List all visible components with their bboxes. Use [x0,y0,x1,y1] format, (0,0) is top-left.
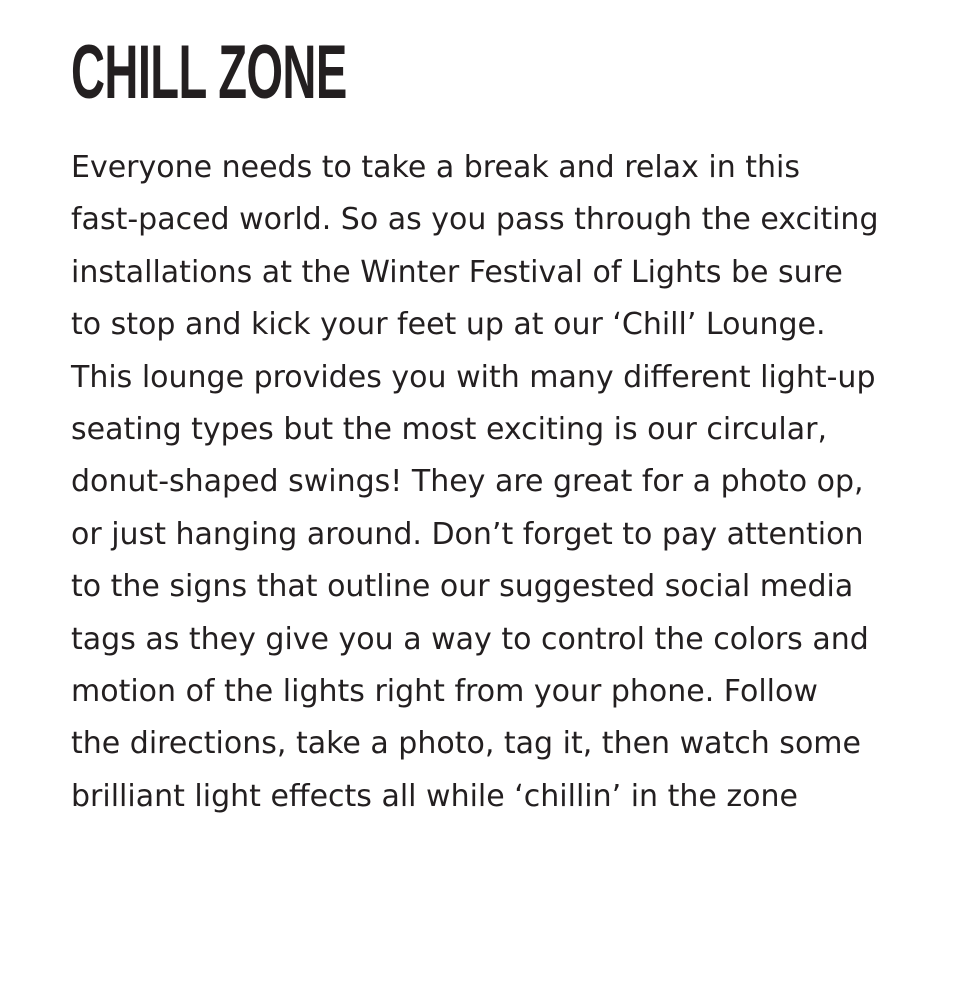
body-line: Everyone needs to take a break and relax in this [71,150,800,185]
body-line: fast-paced world. So as you pass through the exciting [71,202,879,238]
chill-zone-section [71,28,951,823]
section-body [71,142,951,823]
body-line: to the signs that outline our suggested social media [71,569,854,605]
body-line: the directions, take a photo, tag it, then watch some [71,726,861,762]
body-line: or just hanging around. Don’t forget to pay attention [71,516,864,552]
body-line: tags as they give you a way to control the colors and [71,621,869,657]
body-line: This lounge provides you with many different light-up [71,359,876,395]
body-line: brilliant light effects all while ‘chillin’ in the zone [71,778,798,814]
body-line: seating types but the most exciting is our circular, [71,412,827,448]
body-line: donut-shaped swings! They are great for a photo op, [71,464,864,500]
body-line: installations at the Winter Festival of Lights be sure [71,254,843,290]
body-line: to stop and kick your feet up at our ‘Chill’ Lounge. [71,307,826,343]
section-title: CHILL ZONE [71,30,347,115]
body-line: motion of the lights right from your phone. Follow [71,674,818,710]
